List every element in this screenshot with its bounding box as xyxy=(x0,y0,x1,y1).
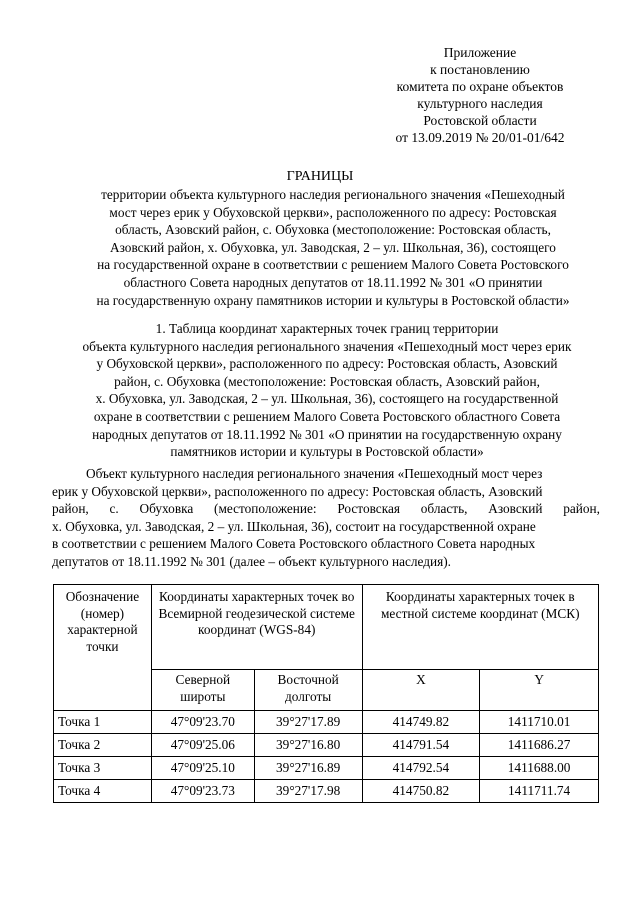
cell-point-name: Точка 2 xyxy=(54,734,152,757)
header-point: Обозначение (номер) характерной точки xyxy=(54,585,152,711)
paragraph-line: ерик у Обуховской церкви», расположенного по адресу: Ростовская область, Азовский xyxy=(52,483,543,499)
section-line: народных депутатов от 18.11.1992 № 301 «О принятии на государственную охрану xyxy=(92,426,562,442)
table-row xyxy=(54,757,599,780)
section-line: у Обуховской церкви», расположенного по адресу: Ростовская область, Азовский xyxy=(96,356,558,372)
section-line: 1. Таблица координат характерных точек границ территории xyxy=(155,321,499,336)
paragraph-line: Объект культурного наследия регионального значения «Пешеходный мост через xyxy=(86,466,543,481)
cell-east: 39°27'17.89 xyxy=(254,711,362,734)
section-line: памятников истории и культуры в Ростовской области» xyxy=(170,444,484,460)
table-row xyxy=(54,711,599,734)
annex-line: культурного наследия xyxy=(417,96,543,111)
cell-north: 47°09'25.10 xyxy=(151,757,254,780)
cell-east: 39°27'17.98 xyxy=(254,780,362,803)
header-east: Восточной долготы xyxy=(254,670,362,711)
subtitle-line: область, Азовский район, с. Обуховка (местоположение: Ростовская область, xyxy=(115,222,551,238)
section-line: район, с. Обуховка (местоположение: Ростовская область, Азовский район, xyxy=(114,373,540,389)
annex-block xyxy=(370,44,590,146)
subtitle-line: мост через ерик у Обуховской церкви», расположенного по адресу: Ростовская xyxy=(109,204,557,220)
annex-line: комитета по охране объектов xyxy=(396,79,564,94)
section-line: х. Обуховка, ул. Заводская, 2 – ул. Школьная, 36), состоящего на государственной xyxy=(95,391,559,407)
annex-line: к постановлению xyxy=(430,62,530,77)
cell-y: 1411686.27 xyxy=(480,734,599,757)
cell-east: 39°27'16.89 xyxy=(254,757,362,780)
paragraph-line: район, с. Обуховка (местоположение: Ростовская область, Азовский район, xyxy=(52,501,600,517)
annex-line: Ростовской области xyxy=(423,113,537,128)
paragraph-line: депутатов от 18.11.1992 № 301 (далее – объект культурного наследия). xyxy=(52,553,451,569)
header-x: X xyxy=(362,670,480,711)
cell-point-name: Точка 4 xyxy=(54,780,152,803)
annex-line: Приложение xyxy=(443,45,517,60)
cell-x: 414749.82 xyxy=(362,711,480,734)
table-row xyxy=(54,780,599,803)
cell-y: 1411711.74 xyxy=(480,780,599,803)
section-line: охране в соответствии с решением Малого Совета Ростовского областного Совета xyxy=(93,408,561,424)
body-paragraph xyxy=(52,465,600,571)
header-y: Y xyxy=(480,670,599,711)
table-row xyxy=(54,734,599,757)
paragraph-line: в соответствии с решением Малого Совета Ростовского областного Совета народных xyxy=(52,536,536,552)
coordinates-table xyxy=(53,584,599,803)
subtitle-line: на государственной охране в соответствии с решением Малого Совета Ростовского xyxy=(97,257,569,273)
cell-y: 1411688.00 xyxy=(480,757,599,780)
section-line: объекта культурного наследия регионального значения «Пешеходный мост через ерик xyxy=(82,338,572,354)
cell-north: 47°09'23.73 xyxy=(151,780,254,803)
cell-north: 47°09'23.70 xyxy=(151,711,254,734)
paragraph-line: х. Обуховка, ул. Заводская, 2 – ул. Школьная, 36), состоит на государственной охране xyxy=(52,518,536,534)
section-heading xyxy=(52,320,602,461)
cell-point-name: Точка 1 xyxy=(54,711,152,734)
document-title: ГРАНИЦЫ xyxy=(286,169,354,184)
cell-x: 414791.54 xyxy=(362,734,480,757)
header-north: Северной широты xyxy=(151,670,254,711)
cell-x: 414750.82 xyxy=(362,780,480,803)
cell-north: 47°09'25.06 xyxy=(151,734,254,757)
document-subtitle xyxy=(58,186,608,309)
subtitle-line: Азовский район, х. Обуховка, ул. Заводская, 2 – ул. Школьная, 36), состоящего xyxy=(110,239,556,255)
annex-line: от 13.09.2019 № 20/01-01/642 xyxy=(395,130,565,145)
cell-point-name: Точка 3 xyxy=(54,757,152,780)
cell-x: 414792.54 xyxy=(362,757,480,780)
cell-east: 39°27'16.80 xyxy=(254,734,362,757)
cell-y: 1411710.01 xyxy=(480,711,599,734)
subtitle-line: территории объекта культурного наследия регионального значения «Пешеходный xyxy=(101,187,565,202)
subtitle-line: областного Совета народных депутатов от 18.11.1992 № 301 «О принятии xyxy=(123,274,543,290)
subtitle-line: на государственную охрану памятников истории и культуры в Ростовской области» xyxy=(96,292,570,308)
header-msk: Координаты характерных точек в местной системе координат (МСК) xyxy=(362,585,598,670)
header-wgs: Координаты характерных точек во Всемирной геодезической системе координат (WGS-84) xyxy=(151,585,362,670)
